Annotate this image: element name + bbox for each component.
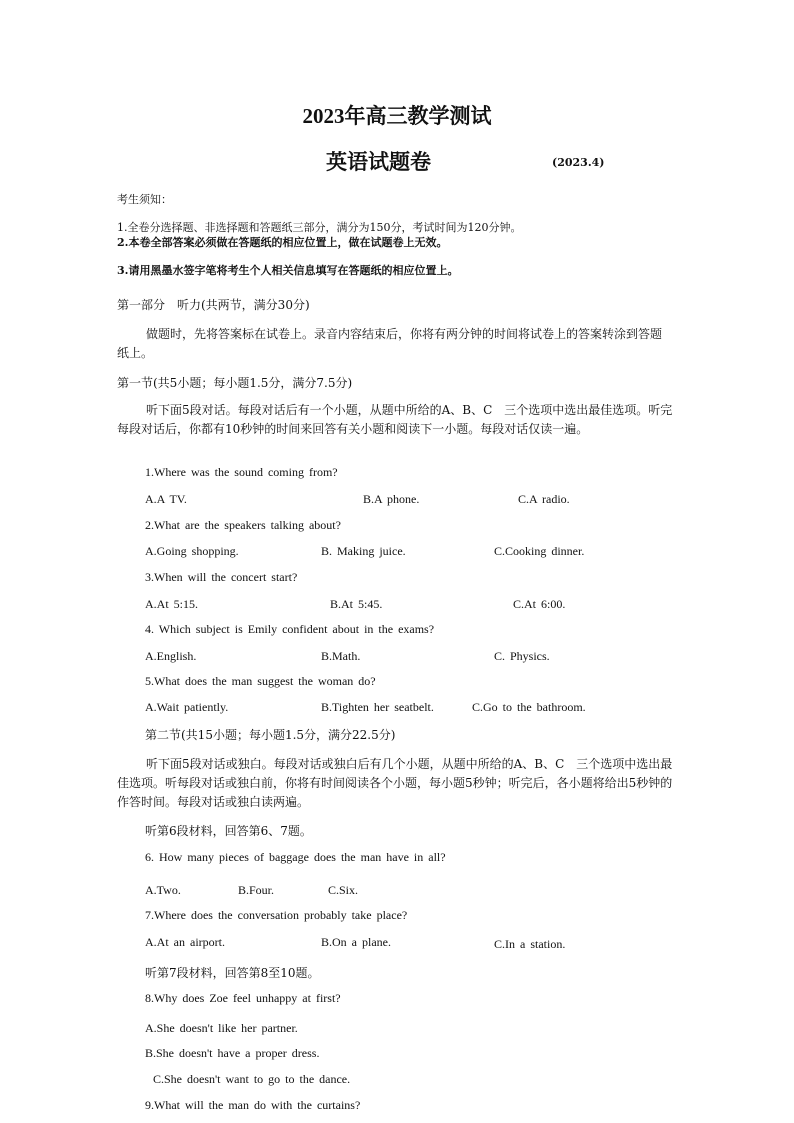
q8-option-a: A.She doesn't like her partner. <box>145 1021 298 1035</box>
exam-date: (2023.4) <box>552 156 605 169</box>
q1-option-a: A.A TV. <box>145 492 187 506</box>
question-6: 6. How many pieces of baggage does the man have in all? <box>145 850 446 864</box>
part1-heading: 第一部分 听力(共两节，满分30分) <box>117 298 310 312</box>
q5-option-c: C.Go to the bathroom. <box>472 700 586 714</box>
q8-option-c: C.She doesn't want to go to the dance. <box>153 1072 351 1086</box>
notice-item-3: 3.请用黑墨水签字笔将考生个人相关信息填写在答题纸的相应位置上。 <box>117 264 459 277</box>
question-7: 7.Where does the conversation probably take place? <box>145 908 408 922</box>
q6-option-b: B.Four. <box>238 883 275 897</box>
notice-item-1: 1.全卷分选择题、非选择题和答题纸三部分，满分为150分，考试时间为120分钟。 <box>117 221 522 234</box>
q6-option-a: A.Two. <box>145 883 181 897</box>
question-3: 3.When will the concert start? <box>145 570 298 584</box>
section2-heading: 第二节(共15小题；每小题1.5分，满分22.5分) <box>145 728 396 742</box>
question-5: 5.What does the man suggest the woman do? <box>145 674 376 688</box>
q1-option-b: B.A phone. <box>363 492 420 506</box>
q6-option-c: C.Six. <box>328 883 359 897</box>
part1-instructions: 做题时，先将答案标在试卷上。录音内容结束后，你将有两分钟的时间将试卷上的答案转涂到答题纸上。 <box>117 327 663 360</box>
q8-option-b: B.She doesn't have a proper dress. <box>145 1046 320 1060</box>
q3-option-a: A.At 5:15. <box>145 597 198 611</box>
q2-option-c: C.Cooking dinner. <box>494 544 585 558</box>
q4-option-a: A.English. <box>145 649 197 663</box>
material-6-heading: 听第6段材料，回答第6、7题。 <box>145 824 312 838</box>
q7-option-c: C.In a station. <box>494 937 566 951</box>
notice-heading: 考生须知： <box>117 193 172 206</box>
q1-option-c: C.A radio. <box>518 492 570 506</box>
exam-subtitle: 英语试题卷 <box>326 150 431 174</box>
question-1: 1.Where was the sound coming from? <box>145 465 338 479</box>
question-8: 8.Why does Zoe feel unhappy at first? <box>145 991 341 1005</box>
q2-option-b: B. Making juice. <box>321 544 406 558</box>
q7-option-b: B.On a plane. <box>321 935 391 949</box>
question-4: 4. Which subject is Emily confident about in the exams? <box>145 622 435 636</box>
section1-heading: 第一节(共5小题；每小题1.5分，满分7.5分) <box>117 376 353 390</box>
q4-option-b: B.Math. <box>321 649 361 663</box>
section2-instructions: 听下面5段对话或独白。每段对话或独白后有几个小题，从题中所给的A、B、C 三个选项中选出最佳选项。听每段对话或独白前，你将有时间阅读各个小题，每小题5秒钟；听完后，各小题将给出5秒钟的作答时间。每段对话或独白读两遍。 <box>117 757 673 809</box>
q3-option-b: B.At 5:45. <box>330 597 383 611</box>
q4-option-c: C. Physics. <box>494 649 550 663</box>
q7-option-a: A.At an airport. <box>145 935 225 949</box>
question-9: 9.What will the man do with the curtains? <box>145 1098 361 1112</box>
q5-option-b: B.Tighten her seatbelt. <box>321 700 434 714</box>
q5-option-a: A.Wait patiently. <box>145 700 229 714</box>
q2-option-a: A.Going shopping. <box>145 544 239 558</box>
section1-instructions: 听下面5段对话。每段对话后有一个小题，从题中所给的A、B、C 三个选项中选出最佳选项。听完每段对话后，你都有10秒钟的时间来回答有关小题和阅读下一小题。每段对话仅读一遍。 <box>117 403 673 436</box>
q3-option-c: C.At 6:00. <box>513 597 566 611</box>
notice-item-2: 2.本卷全部答案必须做在答题纸的相应位置上，做在试题卷上无效。 <box>117 236 448 249</box>
question-2: 2.What are the speakers talking about? <box>145 518 341 532</box>
material-7-heading: 听第7段材料，回答第8至10题。 <box>145 966 320 980</box>
exam-title: 2023年高三教学测试 <box>302 104 492 128</box>
